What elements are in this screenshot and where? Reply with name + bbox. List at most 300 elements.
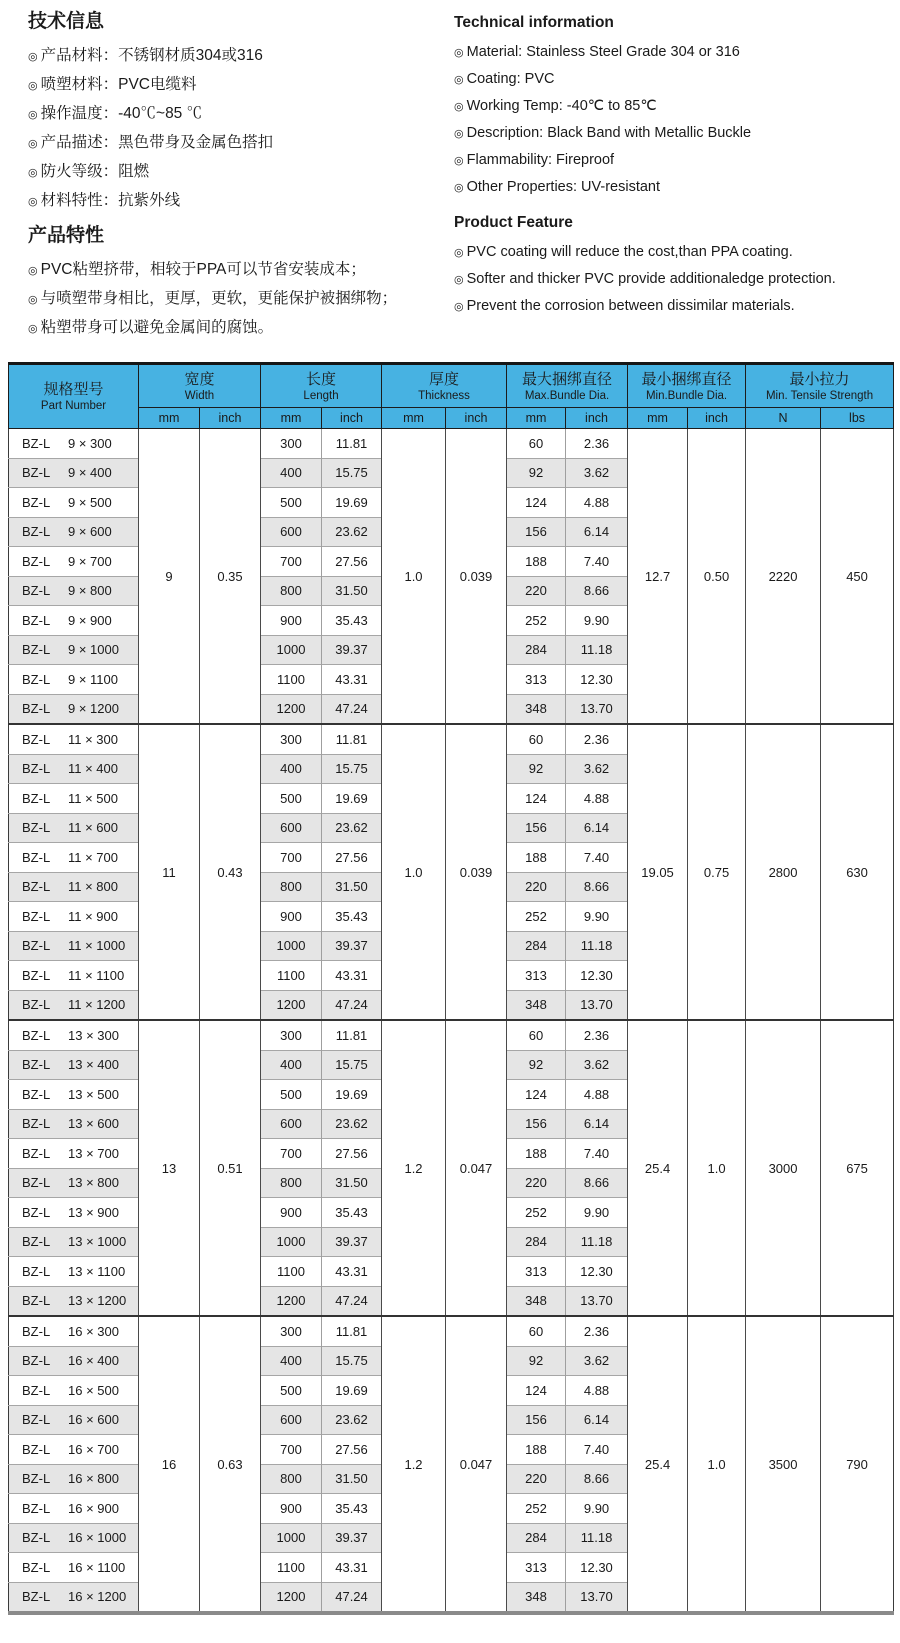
max-bundle-inch-cell: 6.14: [566, 1109, 628, 1139]
max-bundle-inch-cell: 3.62: [566, 1346, 628, 1376]
part-prefix: BZ-L: [22, 553, 51, 569]
part-number: [9, 1028, 138, 1043]
tensile-strength-lbs-cell: 790: [821, 1316, 894, 1613]
length-mm-cell: 1000: [261, 1523, 322, 1553]
col-header-label-zh: 最小捆绑直径: [641, 370, 732, 388]
part-number: [9, 613, 138, 628]
part-number-cell: [9, 1227, 139, 1257]
part-prefix: BZ-L: [22, 1204, 51, 1220]
thickness-mm-cell: 1.0: [382, 724, 446, 1020]
min-bundle-inch-cell: 1.0: [688, 1316, 746, 1613]
max-bundle-inch-cell: 9.90: [566, 1198, 628, 1228]
length-mm-cell: 1000: [261, 1227, 322, 1257]
part-number-cell: [9, 1523, 139, 1553]
max-bundle-inch-cell: 9.90: [566, 1494, 628, 1524]
bullseye-icon: ◎: [28, 80, 38, 92]
part-prefix: BZ-L: [22, 1027, 51, 1043]
length-mm-cell: 1100: [261, 1257, 322, 1287]
max-bundle-inch-cell: 8.66: [566, 872, 628, 902]
part-prefix: BZ-L: [22, 1175, 51, 1191]
col-header-label-en: Length: [303, 389, 339, 402]
length-mm-cell: 1200: [261, 1286, 322, 1316]
width-inch-cell: 0.43: [200, 724, 261, 1020]
length-mm-cell: 1200: [261, 694, 322, 724]
part-number-cell: [9, 1109, 139, 1139]
max-bundle-inch-cell: 12.30: [566, 1553, 628, 1583]
part-prefix: BZ-L: [22, 1116, 51, 1132]
part-number: [9, 1175, 138, 1190]
part-prefix: BZ-L: [22, 1293, 51, 1309]
part-number: [9, 436, 138, 451]
part-number: [9, 524, 138, 539]
max-bundle-mm-cell: 92: [507, 1050, 566, 1080]
col-header-label-en: Part Number: [40, 400, 107, 412]
length-mm-cell: 1200: [261, 990, 322, 1020]
part-prefix: BZ-L: [22, 494, 51, 510]
length-inch-cell: 43.31: [322, 1553, 382, 1583]
max-bundle-mm-cell: 60: [507, 724, 566, 754]
bullet-text: Flammability: Fireproof: [466, 152, 615, 168]
max-bundle-inch-cell: 11.18: [566, 635, 628, 665]
bullet-item: [454, 266, 894, 293]
part-size: 9 × 1100: [68, 671, 119, 687]
part-number: [9, 1116, 138, 1131]
length-inch-cell: 27.56: [322, 843, 382, 873]
min-bundle-inch-cell: 0.50: [688, 429, 746, 725]
bullseye-icon: ◎: [454, 74, 464, 86]
bullet-item: [28, 71, 448, 100]
length-inch-cell: 39.37: [322, 1523, 382, 1553]
part-number: [9, 1324, 138, 1339]
part-size: 13 × 800: [68, 1175, 119, 1191]
unit-header-lbs: lbs: [821, 408, 894, 429]
max-bundle-mm-cell: 188: [507, 1139, 566, 1169]
part-number-cell: [9, 1020, 139, 1050]
max-bundle-mm-cell: 156: [507, 1405, 566, 1435]
part-number: [9, 879, 138, 894]
part-prefix: BZ-L: [22, 671, 51, 687]
length-inch-cell: 11.81: [322, 724, 382, 754]
length-inch-cell: 23.62: [322, 1109, 382, 1139]
bullseye-icon: ◎: [28, 109, 38, 121]
length-mm-cell: 300: [261, 1316, 322, 1346]
max-bundle-inch-cell: 7.40: [566, 547, 628, 577]
part-size: 11 × 500: [68, 790, 119, 806]
part-prefix: BZ-L: [22, 612, 51, 628]
length-inch-cell: 43.31: [322, 961, 382, 991]
part-number-cell: [9, 635, 139, 665]
length-inch-cell: 47.24: [322, 694, 382, 724]
max-bundle-mm-cell: 188: [507, 547, 566, 577]
thickness-inch-cell: 0.047: [446, 1316, 507, 1613]
part-prefix: BZ-L: [22, 1086, 51, 1102]
length-mm-cell: 300: [261, 1020, 322, 1050]
part-size: 9 × 1200: [68, 701, 119, 717]
length-mm-cell: 500: [261, 488, 322, 518]
part-size: 11 × 1200: [68, 997, 126, 1013]
part-number-cell: [9, 517, 139, 547]
product-feature-section-en: [454, 214, 894, 320]
part-size: 11 × 800: [68, 879, 119, 895]
length-mm-cell: 700: [261, 1139, 322, 1169]
part-prefix: BZ-L: [22, 1471, 51, 1487]
length-inch-cell: 31.50: [322, 1168, 382, 1198]
length-mm-cell: 1200: [261, 1582, 322, 1613]
bullet-item: [454, 39, 894, 66]
max-bundle-inch-cell: 12.30: [566, 1257, 628, 1287]
length-inch-cell: 15.75: [322, 458, 382, 488]
max-bundle-inch-cell: 4.88: [566, 1376, 628, 1406]
bullseye-icon: ◎: [28, 167, 38, 179]
col-header-thickness: [382, 364, 507, 408]
part-prefix: BZ-L: [22, 849, 51, 865]
col-header-label-zh: 规格型号: [43, 381, 104, 398]
length-inch-cell: 11.81: [322, 1020, 382, 1050]
part-prefix: BZ-L: [22, 967, 51, 983]
part-number-cell: [9, 1346, 139, 1376]
thickness-inch-cell: 0.039: [446, 429, 507, 725]
part-size: 13 × 700: [68, 1145, 119, 1161]
max-bundle-inch-cell: 8.66: [566, 1464, 628, 1494]
part-size: 11 × 400: [68, 761, 119, 777]
max-bundle-mm-cell: 124: [507, 1376, 566, 1406]
max-bundle-inch-cell: 11.18: [566, 931, 628, 961]
product-feature-title-zh: 产品特性: [28, 225, 105, 246]
part-number: [9, 909, 138, 924]
col-header-label-en: Width: [184, 389, 215, 402]
part-number-cell: [9, 488, 139, 518]
max-bundle-mm-cell: 348: [507, 1582, 566, 1613]
length-mm-cell: 800: [261, 1168, 322, 1198]
part-prefix: BZ-L: [22, 1353, 51, 1369]
part-size: 9 × 700: [68, 553, 112, 569]
length-inch-cell: 27.56: [322, 1435, 382, 1465]
part-number: [9, 1234, 138, 1249]
part-prefix: BZ-L: [22, 1559, 51, 1575]
part-number-cell: [9, 872, 139, 902]
technical-info-section-zh: [28, 6, 448, 216]
technical-info-list-zh: [28, 42, 448, 216]
bullseye-icon: ◎: [28, 294, 38, 306]
width-mm-cell: 16: [139, 1316, 200, 1613]
part-number-cell: [9, 724, 139, 754]
part-number-cell: [9, 1286, 139, 1316]
part-number-cell: [9, 990, 139, 1020]
part-number: [9, 701, 138, 716]
length-mm-cell: 800: [261, 872, 322, 902]
part-number-cell: [9, 1405, 139, 1435]
length-inch-cell: 35.43: [322, 606, 382, 636]
part-size: 11 × 300: [68, 731, 119, 747]
length-inch-cell: 47.24: [322, 1582, 382, 1613]
part-number-cell: [9, 843, 139, 873]
bullet-text: 喷塑材料：PVC电缆料: [40, 76, 197, 93]
max-bundle-inch-cell: 11.18: [566, 1523, 628, 1553]
max-bundle-mm-cell: 252: [507, 606, 566, 636]
part-prefix: BZ-L: [22, 879, 51, 895]
max-bundle-inch-cell: 9.90: [566, 606, 628, 636]
part-size: 16 × 1200: [68, 1589, 127, 1605]
length-inch-cell: 19.69: [322, 784, 382, 814]
part-number: [9, 1471, 138, 1486]
part-size: 9 × 800: [68, 583, 112, 599]
technical-info-title-zh: 技术信息: [28, 11, 105, 32]
thickness-mm-cell: 1.2: [382, 1020, 446, 1316]
part-number-cell: [9, 1316, 139, 1346]
length-inch-cell: 15.75: [322, 1346, 382, 1376]
part-number-cell: [9, 1257, 139, 1287]
length-inch-cell: 47.24: [322, 1286, 382, 1316]
part-number-cell: [9, 665, 139, 695]
part-number-cell: [9, 547, 139, 577]
min-bundle-mm-cell: 19.05: [628, 724, 688, 1020]
max-bundle-mm-cell: 92: [507, 458, 566, 488]
col-header-label-en: Max.Bundle Dia.: [524, 389, 610, 402]
length-inch-cell: 43.31: [322, 665, 382, 695]
bullet-text: 防火等级：阻燃: [40, 163, 150, 180]
length-mm-cell: 500: [261, 1376, 322, 1406]
part-number: [9, 1264, 138, 1279]
max-bundle-inch-cell: 6.14: [566, 813, 628, 843]
table-row: [9, 1020, 894, 1050]
bullet-text: 与喷塑带身相比，更厚，更软，更能保护被捆绑物；: [40, 290, 398, 307]
part-number: [9, 1442, 138, 1457]
tensile-strength-lbs-cell: 675: [821, 1020, 894, 1316]
max-bundle-mm-cell: 284: [507, 1227, 566, 1257]
max-bundle-inch-cell: 12.30: [566, 961, 628, 991]
unit-header-inch: inch: [446, 408, 507, 429]
bullet-item: [454, 174, 894, 201]
length-inch-cell: 35.43: [322, 1494, 382, 1524]
part-number-cell: [9, 754, 139, 784]
part-number-cell: [9, 1435, 139, 1465]
width-inch-cell: 0.63: [200, 1316, 261, 1613]
part-number: [9, 672, 138, 687]
part-number-cell: [9, 1464, 139, 1494]
bullet-text: Material: Stainless Steel Grade 304 or 316: [466, 44, 740, 60]
part-size: 13 × 400: [68, 1057, 119, 1073]
bullet-text: Description: Black Band with Metallic Buckle: [466, 125, 752, 141]
min-bundle-inch-cell: 1.0: [688, 1020, 746, 1316]
max-bundle-inch-cell: 7.40: [566, 1139, 628, 1169]
bullseye-icon: ◎: [454, 101, 464, 113]
part-prefix: BZ-L: [22, 761, 51, 777]
part-number: [9, 850, 138, 865]
max-bundle-mm-cell: 220: [507, 1464, 566, 1494]
length-mm-cell: 700: [261, 547, 322, 577]
max-bundle-inch-cell: 7.40: [566, 1435, 628, 1465]
max-bundle-inch-cell: 12.30: [566, 665, 628, 695]
col-header-min-bundle-dia-: [628, 364, 746, 408]
max-bundle-inch-cell: 6.14: [566, 1405, 628, 1435]
product-feature-section-zh: [28, 220, 448, 343]
max-bundle-mm-cell: 156: [507, 1109, 566, 1139]
thickness-mm-cell: 1.0: [382, 429, 446, 725]
length-mm-cell: 300: [261, 724, 322, 754]
table-row: [9, 1316, 894, 1346]
bullseye-icon: ◎: [28, 265, 38, 277]
bullet-item: [28, 42, 448, 71]
part-prefix: BZ-L: [22, 583, 51, 599]
bullseye-icon: ◎: [28, 138, 38, 150]
col-header-part-number: [9, 364, 139, 429]
max-bundle-mm-cell: 188: [507, 843, 566, 873]
max-bundle-inch-cell: 11.18: [566, 1227, 628, 1257]
length-inch-cell: 23.62: [322, 1405, 382, 1435]
length-mm-cell: 900: [261, 606, 322, 636]
part-size: 13 × 600: [68, 1116, 119, 1132]
max-bundle-mm-cell: 252: [507, 1198, 566, 1228]
length-mm-cell: 1100: [261, 1553, 322, 1583]
unit-header-inch: inch: [200, 408, 261, 429]
part-number: [9, 465, 138, 480]
length-mm-cell: 800: [261, 576, 322, 606]
max-bundle-inch-cell: 3.62: [566, 754, 628, 784]
max-bundle-mm-cell: 348: [507, 694, 566, 724]
part-number-cell: [9, 1050, 139, 1080]
bullet-text: Coating: PVC: [466, 71, 555, 87]
part-size: 16 × 500: [68, 1382, 119, 1398]
part-size: 16 × 400: [68, 1353, 119, 1369]
part-number: [9, 820, 138, 835]
col-header-label-zh: 最小拉力: [789, 370, 850, 388]
part-number: [9, 554, 138, 569]
part-prefix: BZ-L: [22, 938, 51, 954]
unit-header-mm: mm: [139, 408, 200, 429]
length-mm-cell: 400: [261, 1050, 322, 1080]
part-size: 9 × 500: [68, 494, 112, 510]
bullet-text: 产品描述：黑色带身及金属色搭扣: [40, 134, 274, 151]
unit-header-inch: inch: [566, 408, 628, 429]
length-mm-cell: 300: [261, 429, 322, 459]
length-mm-cell: 500: [261, 1080, 322, 1110]
length-mm-cell: 500: [261, 784, 322, 814]
part-size: 11 × 600: [68, 820, 119, 836]
col-header-label-zh: 宽度: [184, 370, 215, 388]
max-bundle-mm-cell: 156: [507, 813, 566, 843]
max-bundle-mm-cell: 313: [507, 1553, 566, 1583]
max-bundle-inch-cell: 4.88: [566, 488, 628, 518]
part-number: [9, 642, 138, 657]
part-number-cell: [9, 1139, 139, 1169]
unit-header-inch: inch: [688, 408, 746, 429]
min-bundle-mm-cell: 25.4: [628, 1020, 688, 1316]
max-bundle-mm-cell: 60: [507, 1316, 566, 1346]
part-prefix: BZ-L: [22, 1057, 51, 1073]
thickness-inch-cell: 0.047: [446, 1020, 507, 1316]
bullet-text: 操作温度：-40℃~85 ℃: [40, 105, 203, 122]
part-prefix: BZ-L: [22, 1412, 51, 1428]
col-header-label-en: Min. Tensile Strength: [765, 389, 874, 402]
part-prefix: BZ-L: [22, 731, 51, 747]
part-number: [9, 938, 138, 953]
bullet-text: 粘塑带身可以避免金属间的腐蚀。: [40, 319, 274, 336]
max-bundle-mm-cell: 284: [507, 931, 566, 961]
min-bundle-mm-cell: 25.4: [628, 1316, 688, 1613]
part-number-cell: [9, 429, 139, 459]
part-number: [9, 968, 138, 983]
part-size: 9 × 600: [68, 524, 112, 540]
thickness-mm-cell: 1.2: [382, 1316, 446, 1613]
tensile-strength-n-cell: 2800: [746, 724, 821, 1020]
product-feature-title-en: Product Feature: [454, 214, 573, 231]
col-header-label-en: Min.Bundle Dia.: [645, 389, 728, 402]
part-number: [9, 1057, 138, 1072]
bullseye-icon: ◎: [454, 182, 464, 194]
length-inch-cell: 27.56: [322, 547, 382, 577]
part-number: [9, 732, 138, 747]
bullet-item: [454, 93, 894, 120]
length-inch-cell: 35.43: [322, 902, 382, 932]
part-size: 16 × 800: [68, 1471, 119, 1487]
length-inch-cell: 35.43: [322, 1198, 382, 1228]
unit-header-mm: mm: [261, 408, 322, 429]
bullseye-icon: ◎: [454, 47, 464, 59]
part-prefix: BZ-L: [22, 1382, 51, 1398]
max-bundle-inch-cell: 2.36: [566, 1020, 628, 1050]
tensile-strength-n-cell: 3500: [746, 1316, 821, 1613]
min-bundle-inch-cell: 0.75: [688, 724, 746, 1020]
col-header-length: [261, 364, 382, 408]
length-mm-cell: 1100: [261, 961, 322, 991]
width-mm-cell: 11: [139, 724, 200, 1020]
length-mm-cell: 900: [261, 1494, 322, 1524]
part-number: [9, 1589, 138, 1604]
bullet-item: [28, 314, 448, 343]
bullet-text: Working Temp: -40℃ to 85℃: [466, 98, 657, 114]
part-prefix: BZ-L: [22, 1589, 51, 1605]
part-number-cell: [9, 694, 139, 724]
bullseye-icon: ◎: [454, 301, 464, 313]
col-header-label-zh: 长度: [306, 370, 337, 388]
part-prefix: BZ-L: [22, 1145, 51, 1161]
part-number-cell: [9, 961, 139, 991]
bullet-item: [28, 285, 448, 314]
part-size: 11 × 1100: [68, 967, 125, 983]
max-bundle-mm-cell: 284: [507, 635, 566, 665]
max-bundle-inch-cell: 2.36: [566, 1316, 628, 1346]
bullet-item: [28, 129, 448, 158]
bullseye-icon: ◎: [454, 155, 464, 167]
max-bundle-inch-cell: 4.88: [566, 1080, 628, 1110]
max-bundle-inch-cell: 8.66: [566, 576, 628, 606]
max-bundle-inch-cell: 6.14: [566, 517, 628, 547]
part-number-cell: [9, 1553, 139, 1583]
max-bundle-mm-cell: 92: [507, 754, 566, 784]
length-inch-cell: 31.50: [322, 1464, 382, 1494]
max-bundle-mm-cell: 313: [507, 665, 566, 695]
max-bundle-mm-cell: 348: [507, 1286, 566, 1316]
bullet-text: Other Properties: UV-resistant: [466, 179, 661, 195]
part-number-cell: [9, 931, 139, 961]
bullet-text: 材料特性：抗紫外线: [40, 192, 181, 209]
col-header-label-zh: 厚度: [429, 370, 460, 388]
width-inch-cell: 0.51: [200, 1020, 261, 1316]
bullet-text: Prevent the corrosion between dissimilar materials.: [466, 298, 795, 314]
length-inch-cell: 19.69: [322, 1376, 382, 1406]
bullet-item: [454, 147, 894, 174]
part-prefix: BZ-L: [22, 790, 51, 806]
length-mm-cell: 900: [261, 902, 322, 932]
part-prefix: BZ-L: [22, 701, 51, 717]
max-bundle-mm-cell: 220: [507, 872, 566, 902]
part-prefix: BZ-L: [22, 1263, 51, 1279]
length-inch-cell: 11.81: [322, 429, 382, 459]
length-mm-cell: 400: [261, 754, 322, 784]
tensile-strength-n-cell: 2220: [746, 429, 821, 725]
length-inch-cell: 19.69: [322, 1080, 382, 1110]
max-bundle-mm-cell: 313: [507, 961, 566, 991]
